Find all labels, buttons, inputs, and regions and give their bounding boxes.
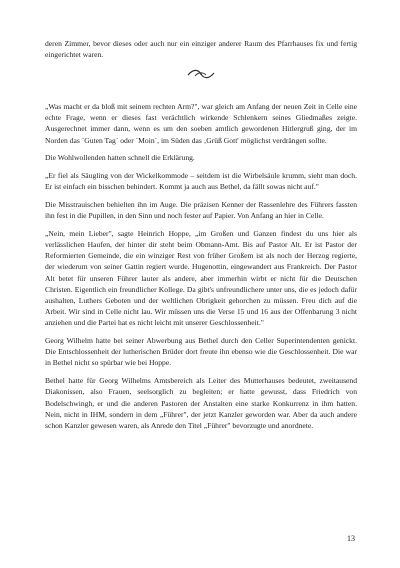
section-divider [45,67,357,89]
paragraph: Bethel hatte für Georg Wilhelms Amtsbereich als Leiter des Mutterhauses bedeutet, zweitausend Diakonissen, also Frauen, seelsorglich zu begleiten; er hatte gewusst, dass Friedrich von Bodelschwingh, er und die anderen Pastoren der Anstalten eine starke Konkurrenz in ihm hatten. Nein, nicht in IHM, sondern in dem „Führer", der jetzt Kanzler geworden war. Aber da auch andere schon Kanzler gewesen waren, als Anrede den Titel „Führer" bevorzugte und anordnete. [45,376,357,430]
paragraph: Die Misstrauischen behielten ihn im Auge. Die präzisen Kenner der Rassenlehre des Führers fassten ihn fest in die Pupillen, in den Sinn und noch fester auf Papier. Von Anfang an hier in Celle. [45,199,357,221]
page-number: 13 [347,534,355,543]
paragraph: „Er fiel als Säugling von der Wickelkommode – seitdem ist die Wirbelsäule krumm, sieht man doch. Er ist einfach ein bisschen behindert. Kommt ja auch aus Bethel, da fällt sowas nicht auf." [45,170,357,192]
book-page [45,38,357,438]
fleuron-divider-icon [186,67,216,81]
paragraph: Die Wohlwollenden hatten schnell die Erklärung. [45,153,195,163]
paragraph: Georg Wilhelm hatte bei seiner Abwerbung aus Bethel durch den Celler Superintendenten genickt. Die Entschlossenheit der lutherischen Brüder dort freute ihn ebenso wie die Geschlossenheit. Die war in Bethel nicht so spürbar wie bei Hoppe. [45,336,357,368]
paragraph: „Was macht er da bloß mit seinem rechten Arm?", war gleich am Anfang der neuen Zeit in Celle eine echte Frage, wenn er dieses fast verächtlich wirkende Schlenkern seines Gliedmaßes zeigte. Ausgerechnet immer dann, wenn es um den soeben amtlich gewordenen Hitlergruß ging, der im Norden das ´Guten Tag` oder ´Moin`, im Süden das ‚Grüß Gott' möglichst verdrängen sollte. [45,101,357,145]
paragraph-continued: deren Zimmer, bevor dieses oder auch nur ein einziger anderer Raum des Pfarrhauses fix und fertig eingerichtet waren. [45,39,357,60]
paragraph: „Nein, mein Lieber", sagte Heinrich Hoppe, „im Großen und Ganzen findest du uns hier als verlässlichen Haufen, der hinter dir steht beim Obmann-Amt. Bis auf Pastor Alt. Er ist Pastor der Reformierten Gemeinde, die ein winziger Rest von früher Großem ist als noch der Herzog regierte, der wiederum von seiner Gattin regiert wurde. Hugenottin, eingewandert aus Frankreich. Der Pastor Alt betet für unseren Führer lauter als andere, aber immerhin wirbt er nicht für die Deutschen Christen. Eigentlich ein freundlicher Kollege. Da gibt's unfreundlichere unter uns, die es jedoch dafür aushalten, Luthers Geboten und der weltlichen Obrigkeit gehorchen zu müssen. Freu dich auf die Arbeit. Wir sind in Celle nicht lau. Wir müssen uns die Verse 15 und 16 aus der Offenbarung 3 nicht anziehen und die Partei hat es nicht leicht mit unserer Geschlossenheit." [45,228,357,328]
